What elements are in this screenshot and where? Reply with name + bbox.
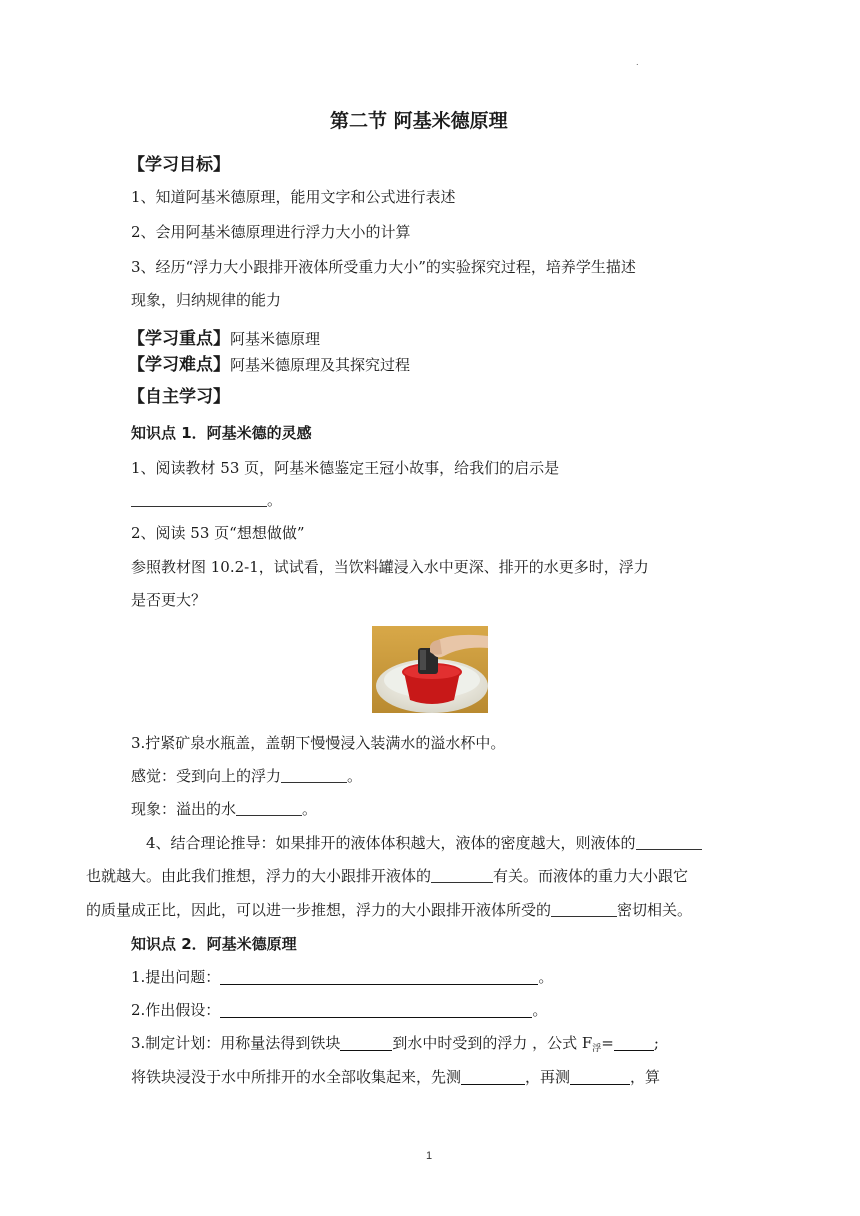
answer-blank[interactable] (570, 1069, 630, 1085)
difficulty-line (128, 350, 410, 375)
kp1-q1-answer (131, 489, 282, 510)
step1-prefix: 1.提出问题： (131, 968, 221, 986)
step1-suffix: 。 (538, 968, 554, 986)
kp1-q4-line3 (86, 899, 692, 920)
self-study-heading: 【自主学习】 (128, 387, 230, 407)
answer-blank[interactable] (614, 1035, 654, 1051)
kp1-q1: 1、阅读教材 53 页，阿基米德鉴定王冠小故事，给我们的启示是 (131, 459, 560, 477)
answer-blank[interactable] (551, 902, 617, 917)
difficulty-text: 阿基米德原理及其探究过程 (230, 356, 411, 374)
q4-text-a: 4、结合理论推导：如果排开的液体体积越大，液体的密度越大，则液体的 (146, 834, 636, 852)
difficulty-label: 【学习难点】 (128, 355, 230, 375)
step3-cont-b: ，再测 (525, 1068, 571, 1086)
corner-mark: . (636, 58, 639, 67)
step3-equals: = (601, 1034, 614, 1052)
answer-blank[interactable] (220, 1002, 532, 1018)
objective-item-2: 2、会用阿基米德原理进行浮力大小的计算 (131, 223, 411, 241)
buoyancy-subscript: 浮 (592, 1044, 602, 1054)
kp2-step2 (131, 999, 547, 1020)
page-title: 第二节 阿基米德原理 (330, 110, 508, 132)
step3-cont-c: ，算 (630, 1068, 661, 1086)
answer-blank[interactable] (340, 1035, 392, 1051)
kp1-q1-end: 。 (267, 491, 283, 509)
q4-text-b2: 有关。而液体的重力大小跟它 (493, 867, 689, 885)
answer-blank[interactable] (431, 868, 493, 883)
step2-suffix: 。 (532, 1001, 548, 1019)
key-point-label: 【学习重点】 (128, 329, 230, 349)
objectives-heading: 【学习目标】 (128, 155, 230, 175)
step2-prefix: 2.作出假设： (131, 1001, 221, 1019)
experiment-photo (372, 626, 488, 713)
q4-text-c1: 的质量成正比，因此，可以进一步推想，浮力的大小跟排开液体所受的 (86, 901, 552, 919)
objective-item-3: 3、经历“浮力大小跟排开液体所受重力大小”的实验探究过程，培养学生描述 (131, 258, 636, 276)
kp2-step3-cont (131, 1066, 660, 1087)
page-number: 1 (426, 1150, 433, 1162)
key-point-line (128, 324, 320, 349)
step3-end: ; (653, 1034, 659, 1052)
kp1-q3: 3.拧紧矿泉水瓶盖，盖朝下慢慢浸入装满水的溢水杯中。 (131, 734, 506, 752)
phenomenon-suffix: 。 (302, 800, 318, 818)
kp1-heading: 知识点 1．阿基米德的灵感 (131, 424, 312, 442)
step3-text-a: 3.制定计划：用称量法得到铁块 (131, 1034, 341, 1052)
kp2-heading: 知识点 2．阿基米德原理 (131, 935, 297, 953)
kp2-step1 (131, 966, 553, 987)
feel-suffix: 。 (347, 767, 363, 785)
objective-item-1: 1、知道阿基米德原理，能用文字和公式进行表述 (131, 188, 456, 206)
answer-blank[interactable] (461, 1069, 525, 1085)
q4-text-c2: 密切相关。 (617, 901, 693, 919)
objective-item-3-cont: 现象，归纳规律的能力 (131, 291, 282, 309)
kp1-feel (131, 765, 362, 786)
step3-text-b: 到水中时受到的浮力 ，公式 F (392, 1034, 593, 1052)
kp1-q2-line1: 参照教材图 10.2-1，试试看，当饮料罐浸入水中更深、排开的水更多时，浮力 (131, 558, 649, 576)
answer-blank[interactable] (236, 801, 302, 816)
kp1-q2-line2: 是否更大？ (131, 591, 207, 609)
experiment-photo-graphic (372, 626, 488, 713)
feel-prefix: 感觉：受到向上的浮力 (131, 767, 282, 785)
kp1-q4-line2 (86, 865, 688, 886)
answer-blank[interactable] (281, 768, 347, 783)
answer-blank[interactable] (131, 492, 267, 507)
q4-text-b1: 也就越大。由此我们推想，浮力的大小跟排开液体的 (86, 867, 432, 885)
kp1-q2: 2、阅读 53 页“想想做做” (131, 524, 305, 542)
kp1-q4-line1 (146, 832, 702, 853)
key-point-text: 阿基米德原理 (230, 330, 321, 348)
answer-blank[interactable] (220, 969, 538, 985)
kp1-phenomenon (131, 798, 317, 819)
kp2-step3 (131, 1032, 659, 1054)
answer-blank[interactable] (636, 835, 702, 850)
phenomenon-prefix: 现象：溢出的水 (131, 800, 237, 818)
step3-cont-a: 将铁块浸没于水中所排开的水全部收集起来，先测 (131, 1068, 462, 1086)
